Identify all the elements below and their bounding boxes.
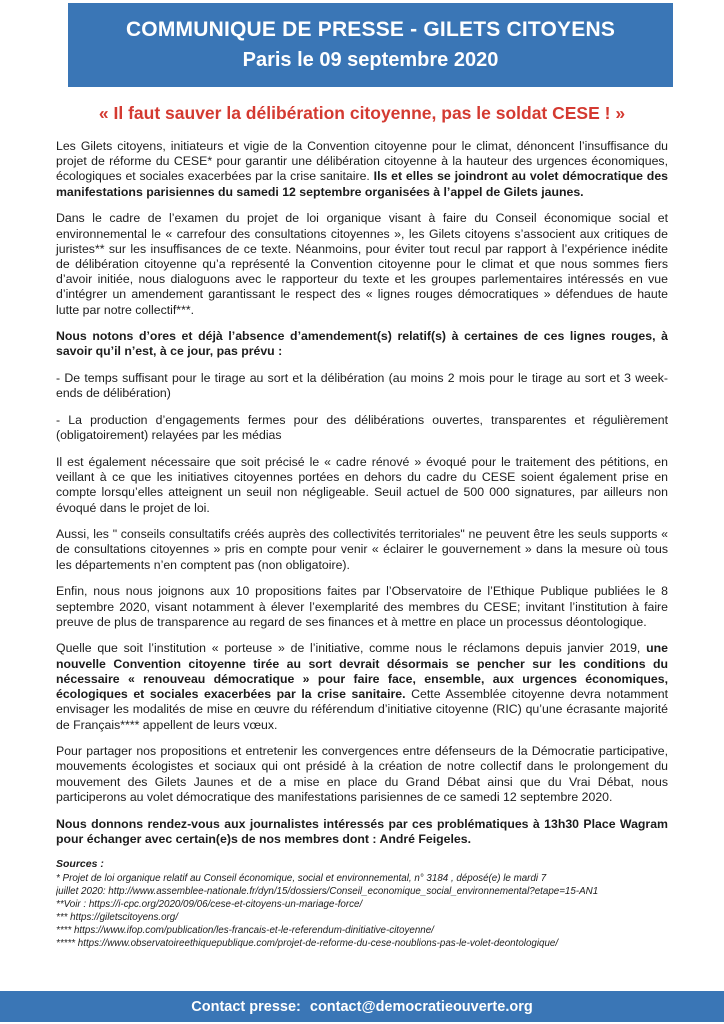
source-line: juillet 2020: http://www.assemblee-nationale.fr/dyn/15/dossiers/Conseil_economique_social_environnemental?etape=15-AN1 <box>56 886 599 898</box>
convention-paragraph: Quelle que soit l’institution « porteuse » de l’initiative, comme nous le réclamons depuis janvier 2019, une nouvelle Convention citoyenne tirée au sort devrait désormais se pencher sur les conditions du nécessaire « renouveau démocratique » pour faire face, ensemble, aux urgences économiques, écologiques et sociales exacerbées par la crise sanitaire. Cette Assemblée citoyenne devra notamment envisager les modalités de mise en œuvre du référendum d’initiative citoyenne (RIC) qu’une écrasante majorité de Français**** appellent de leurs vœux. <box>56 641 668 732</box>
footer-contact-label: Contact presse: <box>191 998 301 1015</box>
header-banner <box>68 3 673 87</box>
press-release-date: Paris le 09 septembre 2020 <box>242 49 499 71</box>
sources-title: Sources : <box>56 858 104 871</box>
list-item: - La production d’engagements fermes pour des délibérations ouvertes, transparentes et régulièrement (obligatoirement) relayées par les médias <box>56 413 668 443</box>
source-line: * Projet de loi organique relatif au Conseil économique, social et environnemental, n° 3184 , déposé(e) le mardi 7 <box>56 873 547 885</box>
source-line: **Voir : https://i-cpc.org/2020/09/06/cese-et-citoyens-un-mariage-force/ <box>56 899 363 911</box>
footer-bar <box>0 991 724 1022</box>
rendez-vous-paragraph: Nous donnons rendez-vous aux journalistes intéressés par ces problématiques à 13h30 Place Wagram pour échanger avec certain(e)s de nos membres dont : André Feigeles. <box>56 816 668 846</box>
key-point-paragraph: Nous notons d’ores et déjà l’absence d’amendement(s) relatif(s) à certaines de ces lignes rouges, à savoir qu’il n’est, à ce jour, pas prévu : <box>56 329 668 359</box>
source-line: *** https://giletscitoyens.org/ <box>56 912 178 924</box>
headline-title: « Il faut sauver la délibération citoyenne, pas le soldat CESE ! » <box>98 103 626 123</box>
press-release-title: COMMUNIQUE DE PRESSE - GILETS CITOYENS <box>125 18 616 41</box>
body-content <box>56 139 668 847</box>
footer-contact-email[interactable]: contact@democratieouverte.org <box>309 998 533 1015</box>
source-line: **** https://www.ifop.com/publication/les-francais-et-le-referendum-dinitiative-citoyenne/ <box>56 925 434 937</box>
petitions-paragraph: Il est également nécessaire que soit précisé le « cadre rénové » évoqué pour le traitement des pétitions, en veillant à ce que les initiatives citoyennes portées en dehors du cadre du CESE soient également prise en compte lorsqu’elles atteignent un seuil non négligeable. Seuil actuel de 500 000 signatures, par ailleurs non évoqué dans le projet de loi. <box>56 454 668 515</box>
context-paragraph: Dans le cadre de l’examen du projet de loi organique visant à faire du Conseil économique social et environnemental le « carrefour des consultations citoyennes », les Gilets citoyens s’associent aux critiques de juristes** sur les insuffisances de ce texte. Néanmoins, pour éviter tout recul par rapport à l’expérience inédite de délibération citoyenne qu’a représenté la Convention citoyenne pour le climat et que nous sommes fiers d’avoir initiée, nous dialoguons avec le rapporteur du texte et les groupes parlementaires intéressés en vue d’intégrer un amendement garantissant le respect des « lignes rouges démocratiques » défendues de haute lutte par notre collectif***. <box>56 211 668 317</box>
convergences-paragraph: Pour partager nos propositions et entretenir les convergences entre défenseurs de la Démocratie participative, mouvements écologistes et sociaux qui ont présidé à la création de notre collectif dans le prolongement du mouvement des Gilets Jaunes et de a mise en place du Grand Débat ainsi que du Vrai Débat, nous participerons au volet démocratique des manifestations parisiennes de ce samedi 12 septembre 2020. <box>56 744 668 804</box>
source-line: ***** https://www.observatoireethiquepublique.com/projet-de-reforme-du-cese-noublions-pas-le-volet-deontologique/ <box>56 938 559 950</box>
sources-lines <box>56 872 668 950</box>
ethique-paragraph: Enfin, nous nous joignons aux 10 propositions faites par l’Observatoire de l’Ethique Publique publiées le 8 septembre 2020, visant notamment à élever l’exemplarité des membres du CESE; invitant l’institution à faire preuve de plus de transparence au regard de ses finances et à mettre en place un processus déontologique. <box>56 584 668 629</box>
conseils-paragraph: Aussi, les " conseils consultatifs créés auprès des collectivités territoriales" ne peuvent être les seuls supports « de consultations citoyennes » pris en compte pour venir « éclairer le gouvernement » dans la mesure où tous les départements n’en comptent pas (non obligatoire). <box>56 527 668 572</box>
sources-section <box>56 858 668 950</box>
list-item: - De temps suffisant pour le tirage au sort et la délibération (au moins 2 mois pour le tirage au sort et 3 week-ends de délibération) <box>56 371 668 401</box>
intro-paragraph: Les Gilets citoyens, initiateurs et vigie de la Convention citoyenne pour le climat, dénoncent l’insuffisance du projet de réforme du CESE* pour garantir une délibération citoyenne à la hauteur des urgences économiques, écologiques et sociales exacerbées par la crise sanitaire. Ils et elles se joindront au volet démocratique des manifestations parisiennes du samedi 12 septembre organisées à l’appel de Gilets jaunes. <box>56 139 668 199</box>
